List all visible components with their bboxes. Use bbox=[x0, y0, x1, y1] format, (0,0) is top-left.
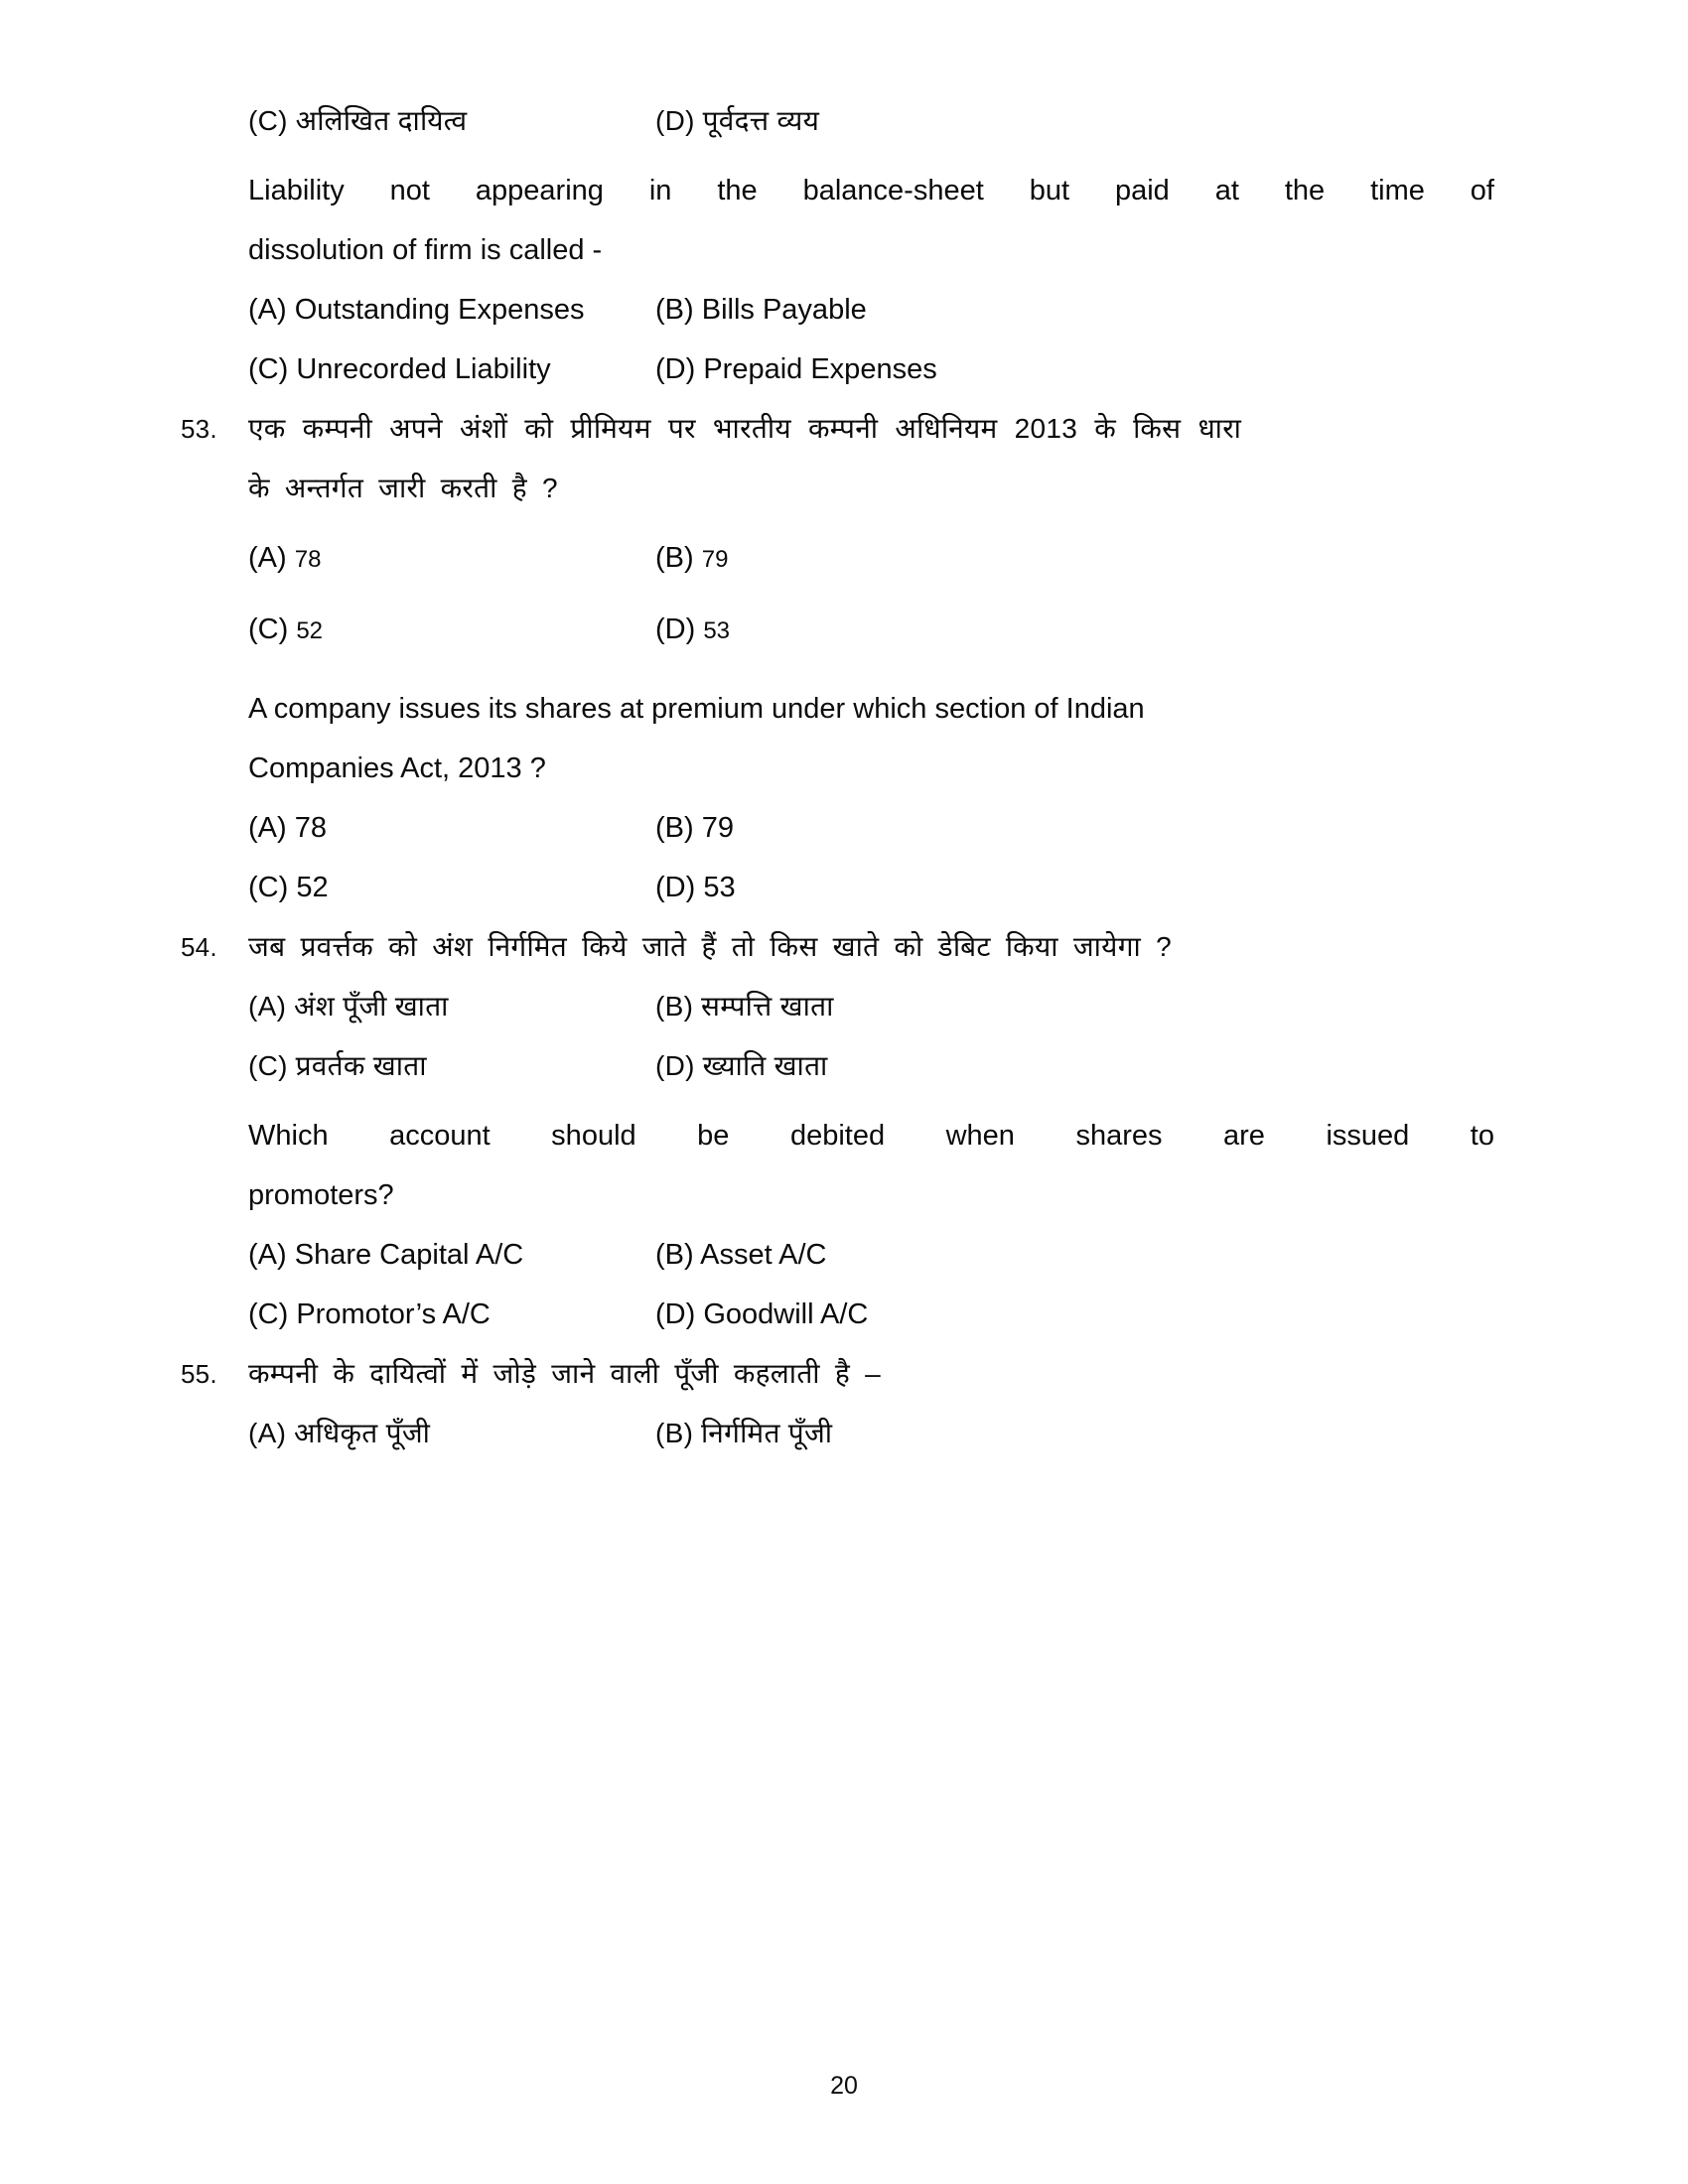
question-stem-hindi-line: के अन्तर्गत जारी करती है ? bbox=[248, 473, 558, 503]
option-d[interactable] bbox=[655, 91, 1494, 151]
option-a[interactable] bbox=[248, 977, 655, 1036]
option-row bbox=[248, 1225, 1494, 1285]
option-label: (B) bbox=[655, 542, 694, 574]
option-text: Promotor’s A/C bbox=[296, 1298, 491, 1330]
option-text: Prepaid Expenses bbox=[703, 353, 937, 385]
option-row bbox=[248, 1404, 1494, 1463]
option-text: अलिखित दायित्व bbox=[295, 105, 468, 136]
option-text: 78 bbox=[294, 812, 327, 844]
option-text: Asset A/C bbox=[700, 1239, 827, 1271]
option-text: 79 bbox=[701, 546, 729, 573]
option-label: (A) bbox=[248, 294, 287, 326]
option-d[interactable] bbox=[655, 1285, 1494, 1344]
question-stem-english-line: promoters? bbox=[248, 1179, 394, 1211]
option-row bbox=[248, 1285, 1494, 1344]
option-text: अधिकृत पूँजी bbox=[294, 1418, 431, 1448]
question-block-52-tail bbox=[248, 91, 1494, 399]
option-d[interactable] bbox=[655, 1036, 1494, 1096]
option-b[interactable] bbox=[655, 280, 1494, 340]
option-label: (D) bbox=[655, 872, 696, 903]
option-text: 53 bbox=[703, 872, 736, 903]
option-label: (A) bbox=[248, 812, 287, 844]
option-row bbox=[248, 280, 1494, 340]
question-stem-hindi-line: जब प्रवर्त्तक को अंश निर्गमित किये जाते हैं तो किस खाते को डेबिट किया जायेगा ? bbox=[248, 931, 1172, 962]
option-text: 52 bbox=[296, 617, 324, 644]
option-label: (C) bbox=[248, 353, 289, 385]
option-label: (B) bbox=[655, 812, 694, 844]
option-c[interactable] bbox=[248, 858, 655, 917]
question-stem-english-line: dissolution of firm is called - bbox=[248, 234, 603, 266]
option-text: सम्पत्ति खाता bbox=[701, 991, 834, 1022]
option-d[interactable] bbox=[655, 600, 1494, 661]
option-text: 53 bbox=[703, 617, 731, 644]
question-number: 55. bbox=[181, 1359, 217, 1389]
option-label: (C) bbox=[248, 872, 289, 903]
question-stem-hindi-line: कम्पनी के दायित्वों में जोड़े जाने वाली पूँजी कहलाती है – bbox=[248, 1358, 882, 1389]
option-label: (D) bbox=[655, 105, 695, 136]
option-row bbox=[248, 1036, 1494, 1096]
question-stem-english-line: Which account should be debited when shares are issued to bbox=[248, 1120, 1494, 1152]
option-b[interactable] bbox=[655, 1225, 1494, 1285]
option-a[interactable] bbox=[248, 280, 655, 340]
option-c[interactable] bbox=[248, 91, 655, 151]
option-b[interactable] bbox=[655, 528, 1494, 590]
question-stem-english-line: Liability not appearing in the balance-sheet but paid at the time of bbox=[248, 175, 1494, 206]
option-text: Share Capital A/C bbox=[294, 1239, 524, 1271]
option-text: 79 bbox=[701, 812, 734, 844]
option-row bbox=[248, 858, 1494, 917]
question-stem-english-line: A company issues its shares at premium under which section of Indian bbox=[248, 693, 1145, 725]
option-label: (C) bbox=[248, 1050, 288, 1081]
option-label: (C) bbox=[248, 105, 288, 136]
option-b[interactable] bbox=[655, 798, 1494, 858]
option-text: Bills Payable bbox=[701, 294, 867, 326]
option-label: (B) bbox=[655, 1418, 694, 1448]
option-label: (A) bbox=[248, 542, 287, 574]
spacer bbox=[248, 1096, 1494, 1106]
option-label: (A) bbox=[248, 1418, 287, 1448]
option-label: (A) bbox=[248, 1239, 287, 1271]
option-a[interactable] bbox=[248, 798, 655, 858]
option-text: प्रवर्तक खाता bbox=[295, 1050, 427, 1081]
option-row bbox=[248, 340, 1494, 399]
option-text: 78 bbox=[294, 546, 322, 573]
option-label: (A) bbox=[248, 991, 287, 1022]
question-number: 54. bbox=[181, 932, 217, 962]
option-a[interactable] bbox=[248, 1225, 655, 1285]
option-text: Outstanding Expenses bbox=[294, 294, 585, 326]
option-c[interactable] bbox=[248, 340, 655, 399]
option-text: Unrecorded Liability bbox=[296, 353, 551, 385]
question-content-column bbox=[181, 91, 1494, 1463]
option-c[interactable] bbox=[248, 1285, 655, 1344]
question-stem-hindi-line: एक कम्पनी अपने अंशों को प्रीमियम पर भारतीय कम्पनी अधिनियम 2013 के किस धारा bbox=[248, 413, 1242, 444]
option-text: पूर्वदत्त व्यय bbox=[702, 105, 820, 136]
question-stem-english-line: Companies Act, 2013 ? bbox=[248, 752, 546, 784]
option-row bbox=[248, 600, 1494, 661]
option-label: (B) bbox=[655, 294, 694, 326]
option-text: 52 bbox=[296, 872, 329, 903]
page-number: 20 bbox=[830, 2072, 858, 2100]
option-label: (C) bbox=[248, 614, 289, 645]
option-text: Goodwill A/C bbox=[703, 1298, 869, 1330]
question-block-55 bbox=[181, 1344, 1494, 1463]
spacer bbox=[248, 590, 1494, 600]
option-label: (D) bbox=[655, 1298, 696, 1330]
option-b[interactable] bbox=[655, 977, 1494, 1036]
option-row bbox=[248, 798, 1494, 858]
option-label: (B) bbox=[655, 1239, 694, 1271]
option-text: ख्याति खाता bbox=[702, 1050, 828, 1081]
question-number: 53. bbox=[181, 414, 217, 444]
option-a[interactable] bbox=[248, 1404, 655, 1463]
option-d[interactable] bbox=[655, 858, 1494, 917]
option-text: अंश पूँजी खाता bbox=[294, 991, 449, 1022]
option-label: (D) bbox=[655, 1050, 695, 1081]
option-text: निर्गमित पूँजी bbox=[701, 1418, 833, 1448]
question-block-54 bbox=[181, 917, 1494, 1344]
option-c[interactable] bbox=[248, 600, 655, 661]
option-c[interactable] bbox=[248, 1036, 655, 1096]
option-row bbox=[248, 528, 1494, 590]
option-label: (D) bbox=[655, 353, 696, 385]
option-a[interactable] bbox=[248, 528, 655, 590]
option-row bbox=[248, 91, 1494, 151]
question-block-53 bbox=[181, 399, 1494, 917]
spacer bbox=[248, 518, 1494, 528]
spacer bbox=[248, 661, 1494, 679]
option-b[interactable] bbox=[655, 1404, 1494, 1463]
option-row bbox=[248, 977, 1494, 1036]
option-label: (C) bbox=[248, 1298, 289, 1330]
option-label: (B) bbox=[655, 991, 694, 1022]
option-d[interactable] bbox=[655, 340, 1494, 399]
option-label: (D) bbox=[655, 614, 696, 645]
spacer bbox=[248, 151, 1494, 161]
